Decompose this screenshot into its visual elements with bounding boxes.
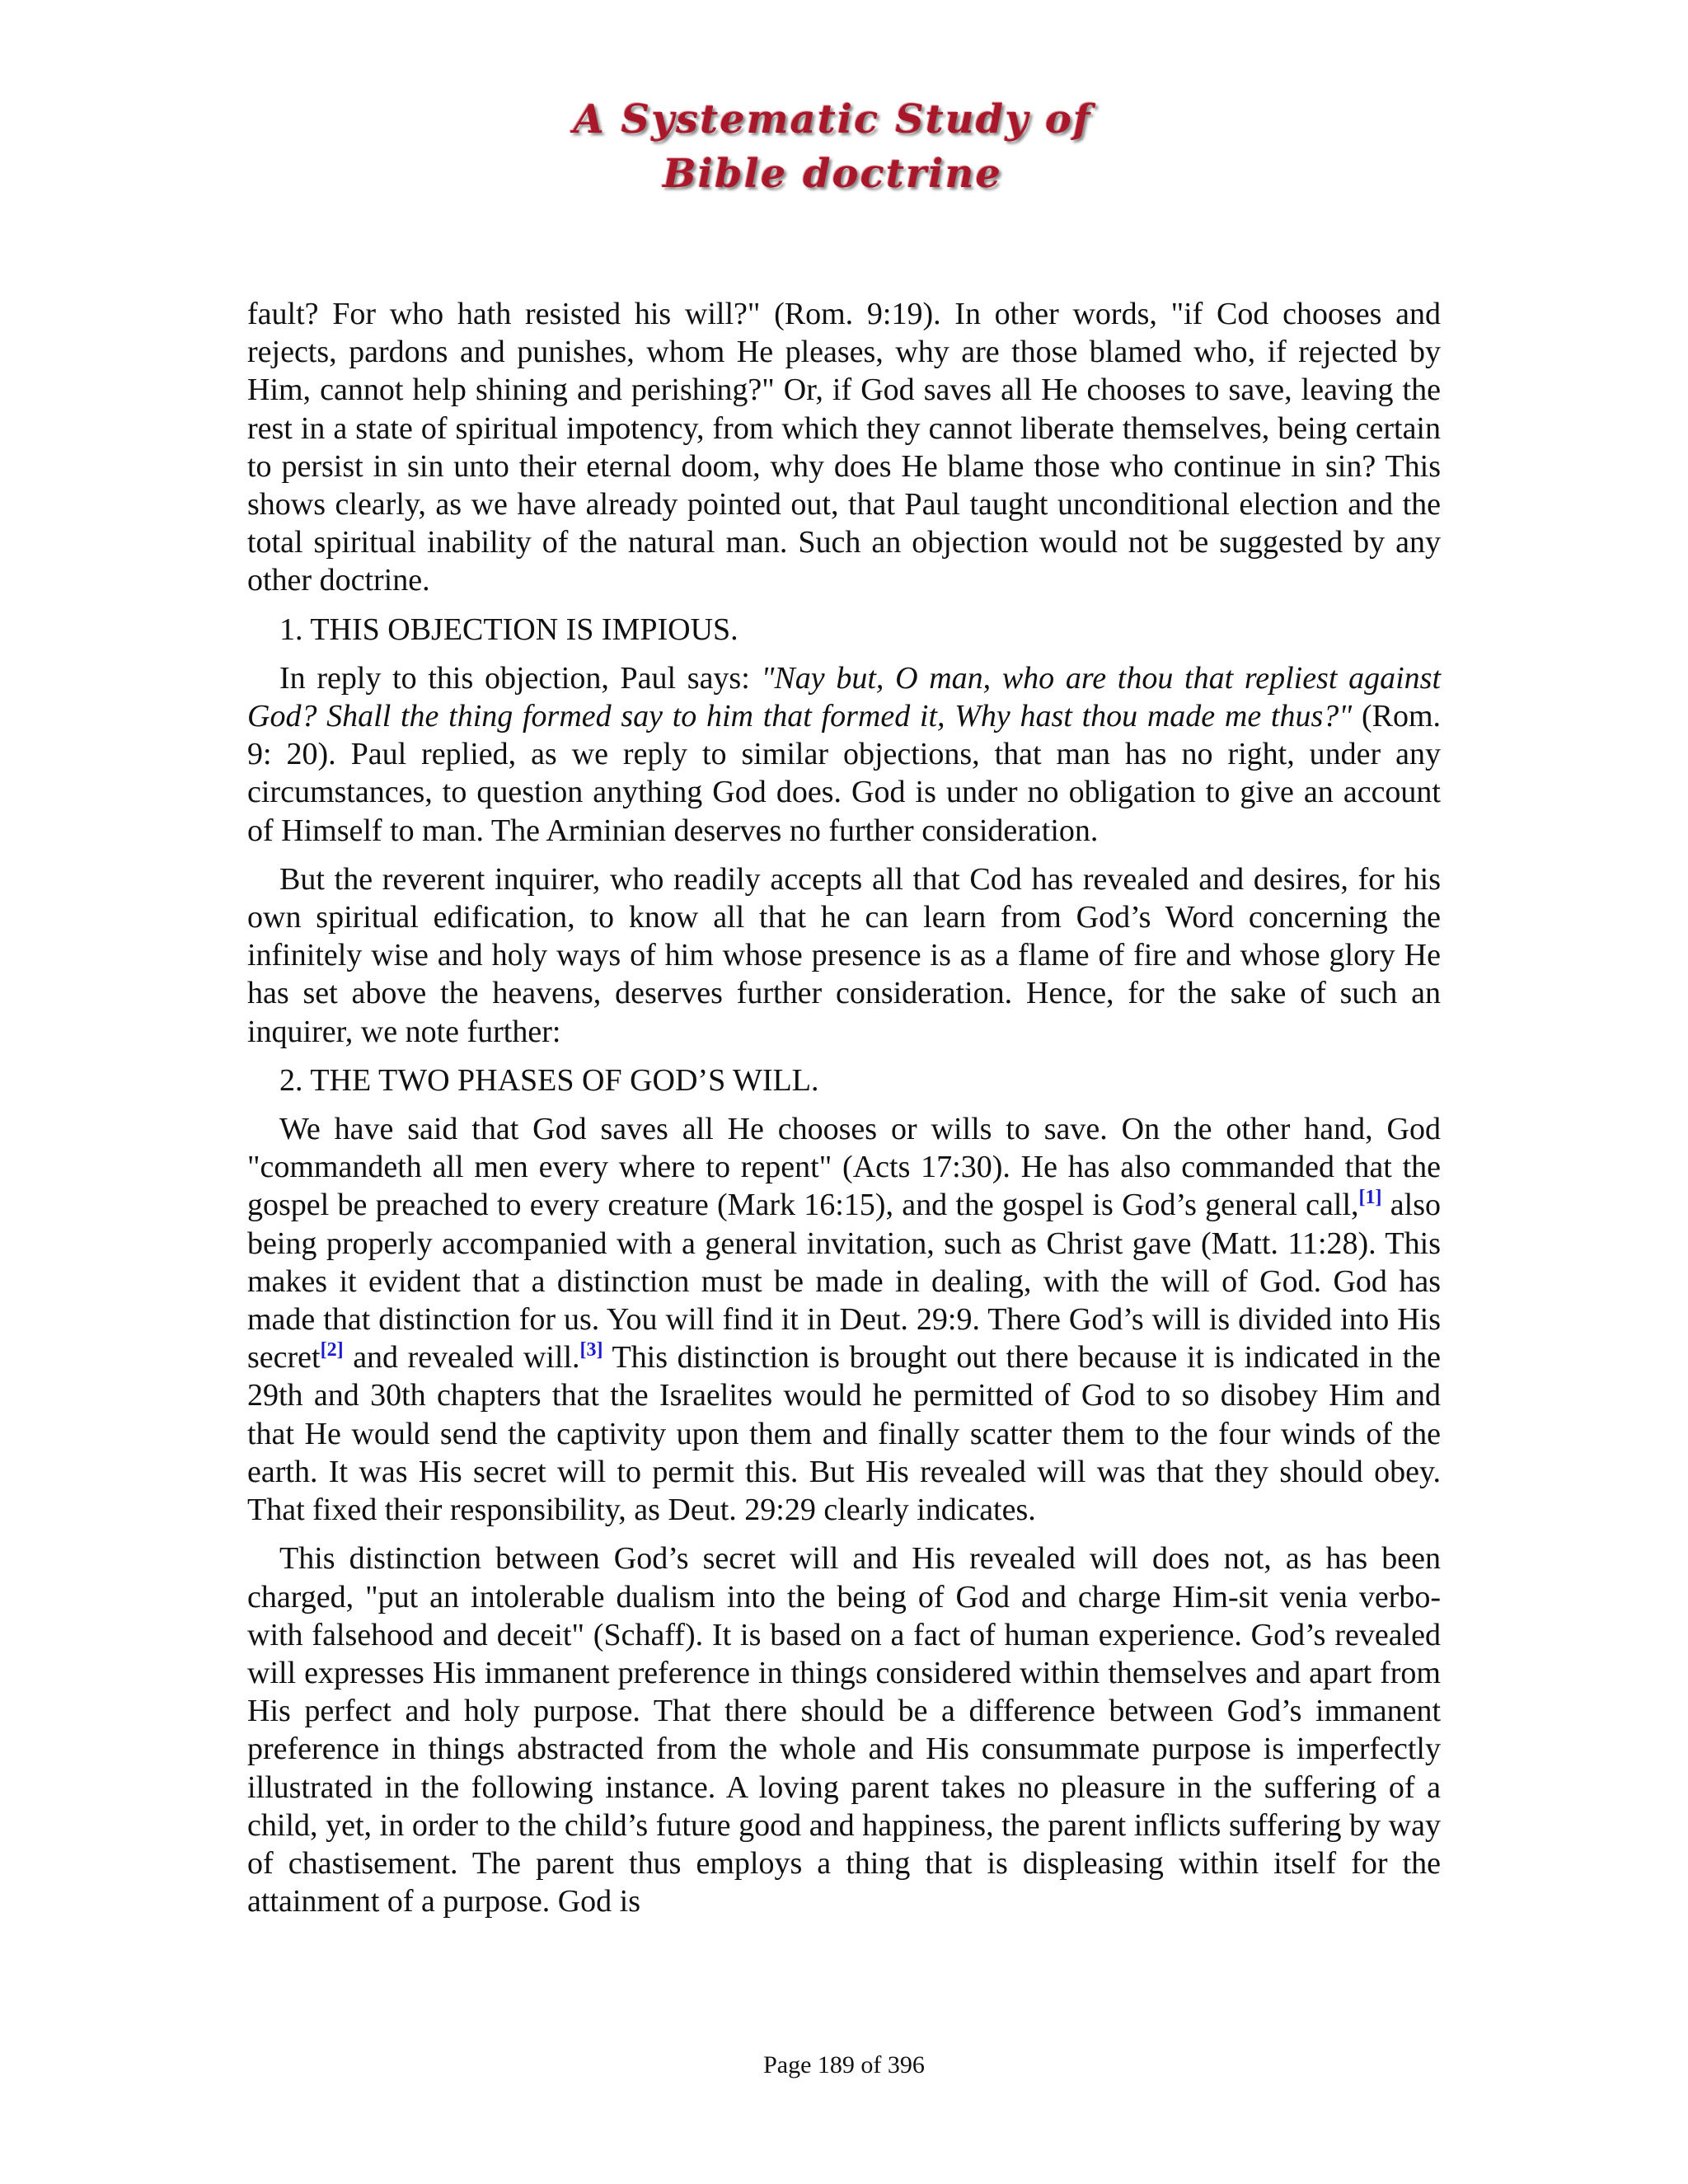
body-text	[247, 295, 1441, 1931]
book-title-logo	[462, 92, 1203, 216]
paragraph-4-part-a: We have said that God saves all He chooses or wills to save. On the other hand, God "commandeth all men every where to repent" (Acts 17:30). He has also commanded that the gospel be preached to every creature (Mark 16:15), and the gospel is God’s general call,	[247, 1112, 1441, 1223]
paragraph-2	[247, 659, 1441, 850]
logo-title-line-2: Bible doctrine	[663, 151, 1002, 197]
footnote-link-3[interactable]: [3]	[579, 1339, 603, 1361]
logo-title-line-1: A Systematic Study of	[573, 96, 1092, 143]
paragraph-4-part-d: This distinction is brought out there because it is indicated in the 29th and 30th chapters that the Israelites would he permitted of God to so disobey Him and that He would send the captivity upon them and finally scatter them to the four winds of the earth. It was His secret will to permit this. But His revealed will was that they should obey. That fixed their responsibility, as Deut. 29:29 clearly indicates.	[247, 1340, 1441, 1528]
section-heading-2: 2. THE TWO PHASES OF GOD’S WILL.	[279, 1062, 819, 1098]
page-number: Page 189 of 396	[763, 2051, 925, 2079]
paragraph-5: This distinction between God’s secret will and His revealed will does not, as has been charged, "put an intolerable dualism into the being of God and charge Him-sit venia verbo- with falsehood and deceit" (Schaff). It is based on a fact of human experience. God’s revealed will expresses His immanent preference in things considered within themselves and apart from His perfect and holy purpose. That there should be a difference between God’s immanent preference in things abstracted from the whole and His consummate purpose is imperfectly illustrated in the following instance. A loving parent takes no pleasure in the suffering of a child, yet, in order to the child’s future good and happiness, the parent inflicts suffering by way of chastisement. The parent thus employs a thing that is displeasing within itself for the attainment of a purpose. God is	[247, 1541, 1441, 1919]
paragraph-3: But the reverent inquirer, who readily accepts all that Cod has revealed and desires, for his own spiritual edification, to know all that he can learn from God’s Word concerning the infinitely wise and holy ways of him whose presence is as a flame of fire and whose glory He has set above the heavens, deserves further consideration. Hence, for the sake of such an inquirer, we note further:	[247, 861, 1441, 1049]
footnote-link-1[interactable]: [1]	[1358, 1187, 1382, 1209]
paragraph-4	[247, 1110, 1441, 1529]
paragraph-4-part-c: and revealed will.	[343, 1340, 580, 1376]
paragraph-1: fault? For who hath resisted his will?" (Rom. 9:19). In other words, "if Cod chooses and rejects, pardons and punishes, whom He pleases, why are those blamed who, if rejected by Him, cannot help shining and perishing?" Or, if God saves all He chooses to save, leaving the rest in a state of spiritual impotency, from which they cannot liberate themselves, being certain to persist in sin unto their eternal doom, why does He blame those who continue in sin? This shows clearly, as we have already pointed out, that Paul taught unconditional election and the total spiritual inability of the natural man. Such an objection would not be suggested by any other doctrine.	[247, 297, 1441, 598]
paragraph-2-quote: "Nay but, O man, who are thou that repliest against God? Shall the thing formed say to him that formed it, Why hast thou made me thus?"	[247, 660, 1441, 734]
footnote-link-2[interactable]: [2]	[320, 1339, 344, 1361]
paragraph-2-rest: (Rom. 9: 20). Paul replied, as we reply to similar objections, that man has no right, under any circumstances, to question anything God does. God is under no obligation to give an account of Himself to man. The Arminian deserves no further consideration.	[247, 699, 1441, 848]
section-heading-1: 1. THIS OBJECTION IS IMPIOUS.	[279, 612, 738, 647]
paragraph-2-intro: In reply to this objection, Paul says:	[279, 660, 762, 696]
paragraph-4-part-b: also being properly accompanied with a general invitation, such as Christ gave (Matt. 11:28). This makes it evident that a distinction must be made in dealing, with the will of God. God has made that distinction for us. You will find it in Deut. 29:9. There God’s will is divided into His secret	[247, 1188, 1441, 1376]
